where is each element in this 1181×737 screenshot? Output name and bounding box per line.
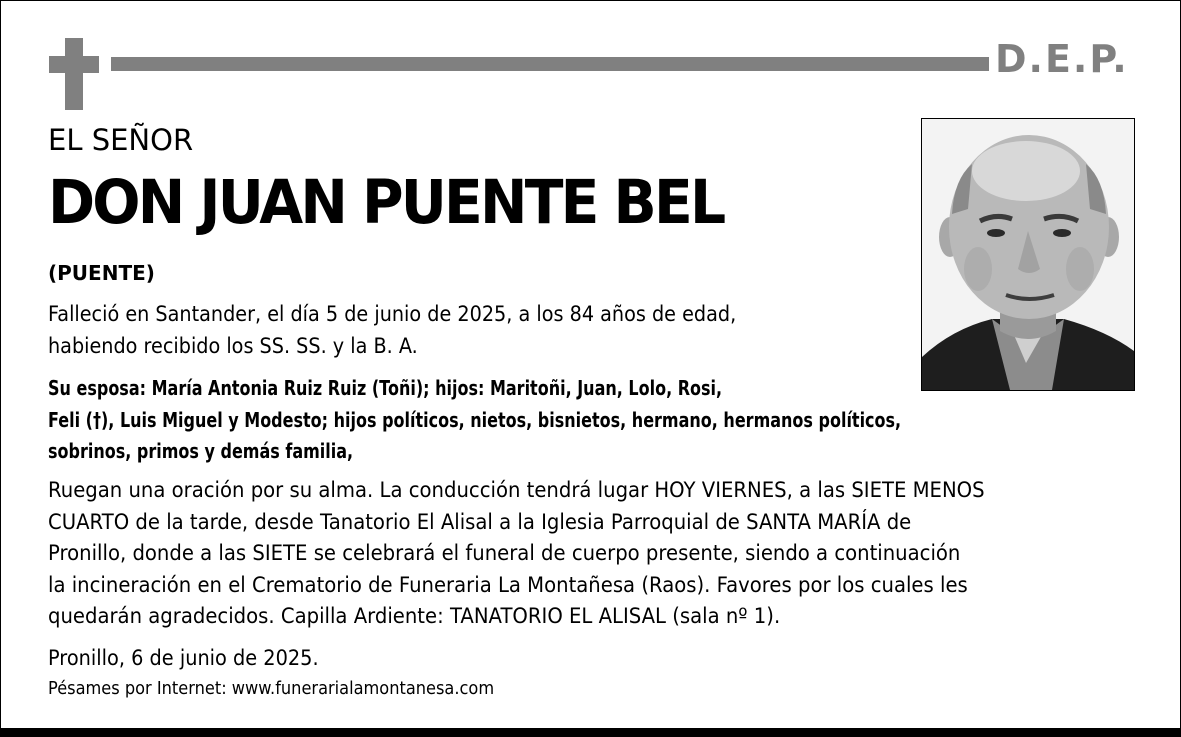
honorific: EL SEÑOR [48,123,194,157]
family-paragraph [48,373,901,468]
deceased-name: DON JUAN PUENTE BEL [48,167,724,238]
place-date: Pronillo, 6 de junio de 2025. [48,646,319,670]
portrait-photo [921,118,1135,391]
nickname: (PUENTE) [48,261,155,285]
ceremony-paragraph [48,475,985,633]
condolences-link[interactable]: Pésames por Internet: www.funerarialamontanesa.com [48,678,495,699]
text-line: habiendo recibido los SS. SS. y la B. A. [48,333,418,358]
dep-label: D.E.P. [995,37,1129,81]
text-line: Pronillo, donde a las SIETE se celebrará el funeral de cuerpo presente, siendo a continuación [48,541,961,565]
text-line: Falleció en Santander, el día 5 de junio de 2025, a los 84 años de edad, [48,302,737,326]
header-rule [111,57,989,71]
cross-icon [49,38,99,110]
death-paragraph [48,299,736,362]
text-line: quedarán agradecidos. Capilla Ardiente: TANATORIO EL ALISAL (sala nº 1). [48,604,781,628]
text-line: Su esposa: María Antonia Ruiz Ruiz (Toñi); hijos: Maritoñi, Juan, Lolo, Rosi, [48,376,723,400]
text-line: CUARTO de la tarde, desde Tanatorio El Alisal a la Iglesia Parroquial de SANTA MARÍA de [48,509,912,534]
text-line: Feli (†), Luis Miguel y Modesto; hijos políticos, nietos, bisnietos, hermano, hermanos políticos, [48,407,902,432]
text-line: la incineración en el Crematorio de Funeraria La Montañesa (Raos). Favores por los cuales les [48,572,968,597]
text-line: Ruegan una oración por su alma. La conducción tendrá lugar HOY VIERNES, a las SIETE MENOS [48,478,985,502]
text-line: sobrinos, primos y demás familia, [48,439,354,463]
